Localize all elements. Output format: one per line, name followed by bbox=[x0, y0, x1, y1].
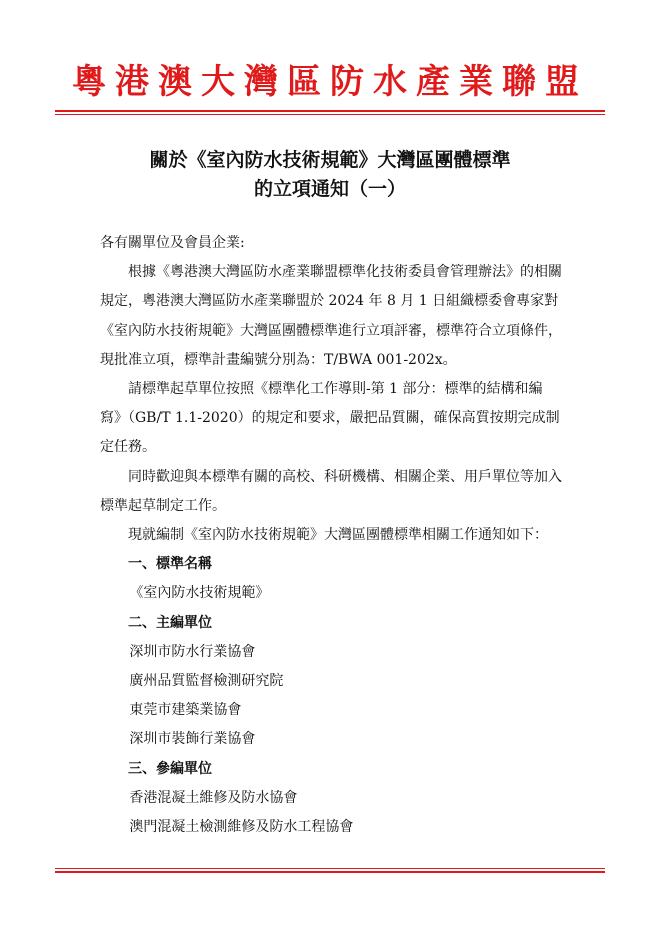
paragraph-approval: 根據《粵港澳大灣區防水產業聯盟標準化技術委員會管理辦法》的相關規定，粵港澳大灣區防水產業聯盟於 2024 年 8 月 1 日組織標委會專家對《室內防水技術規範》大灣區團體標準進行立項評審，標準符合立項條件，現批准立項，標準計畫編號分別為：T/BWA 001-202x。 bbox=[100, 264, 562, 368]
header-rule-thick bbox=[55, 110, 605, 112]
list-item: 深圳市防水行業協會 bbox=[129, 643, 256, 660]
paragraph-work-notice: 現就編制《室內防水技術規範》大灣區團體標準相關工作通知如下： bbox=[128, 527, 548, 544]
notice-title-line1: 關於《室內防水技術規範》大灣區團體標準 bbox=[149, 149, 511, 171]
salutation: 各有關單位及會員企業: bbox=[100, 235, 245, 251]
list-item: 深圳市裝飾行業協會 bbox=[129, 731, 256, 748]
paragraph-invitation: 同時歡迎與本標準有關的高校、科研機構、相關企業、用戶單位等加入標準起草制定工作。 bbox=[100, 468, 562, 514]
section-heading-chief-editors: 二、主編單位 bbox=[128, 614, 212, 631]
list-item: 《室內防水技術規範》 bbox=[129, 585, 270, 602]
section-heading-participating-units: 三、參編單位 bbox=[128, 760, 212, 777]
section-heading-standard-name: 一、標準名稱 bbox=[128, 556, 212, 573]
list-item: 香港混凝土維修及防水協會 bbox=[129, 789, 298, 806]
list-item: 澳門混凝土檢測維修及防水工程協會 bbox=[129, 819, 354, 836]
organization-name: 粵港澳大灣區防水產業聯盟 bbox=[72, 62, 588, 102]
header-rule-thin bbox=[55, 114, 605, 115]
paragraph-drafting-requirements: 請標準起草單位按照《標準化工作導則-第 1 部分：標準的結構和編寫》（GB/T 1.1-2020）的規定和要求，嚴把品質關，確保高質按期完成制定任務。 bbox=[100, 381, 560, 456]
notice-body bbox=[100, 229, 562, 842]
footer-rule-thick bbox=[55, 871, 605, 873]
list-item: 廣州品質監督檢測研究院 bbox=[129, 673, 284, 690]
list-item: 東莞市建築業協會 bbox=[129, 702, 242, 719]
notice-title-line2: 的立項通知（一） bbox=[253, 178, 406, 200]
footer-rule-thin bbox=[55, 868, 605, 869]
